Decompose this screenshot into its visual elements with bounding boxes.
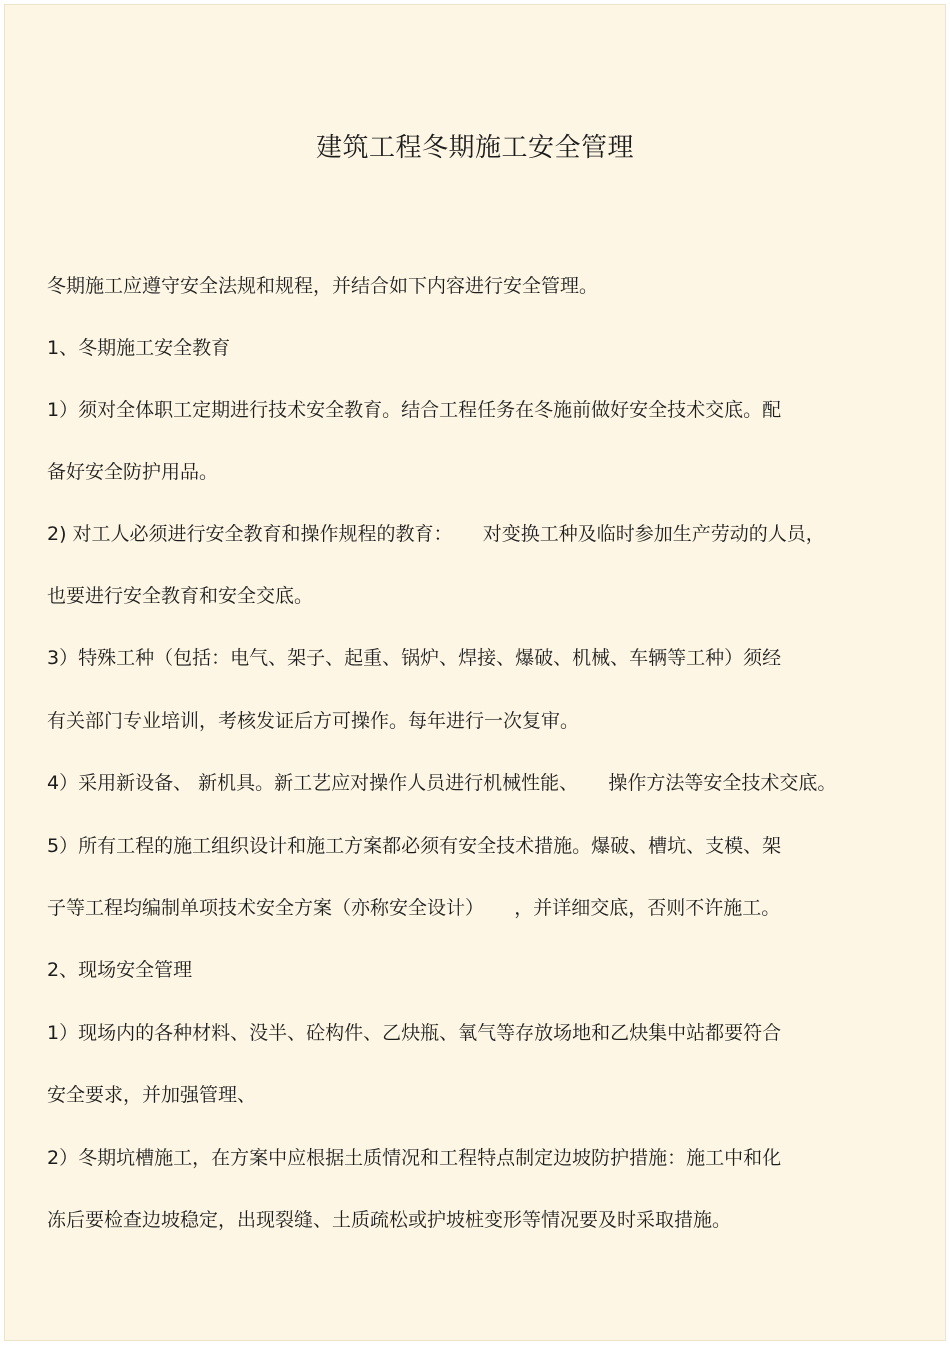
- paragraph-line: 也要进行安全教育和安全交底。: [47, 585, 314, 607]
- paragraph-line: 子等工程均编制单项技术安全方案（亦称安全设计） ，并详细交底，否则不许施工。: [47, 897, 781, 919]
- document-page: [4, 4, 946, 1341]
- paragraph-line: 5）所有工程的施工组织设计和施工方案都必须有安全技术措施。爆破、槽坑、支模、架: [47, 835, 782, 857]
- section-heading-1: 1、冬期施工安全教育: [47, 337, 231, 359]
- paragraph-line: 备好安全防护用品。: [47, 461, 219, 483]
- section-heading-2: 2、现场安全管理: [47, 959, 193, 981]
- intro-paragraph: 冬期施工应遵守安全法规和规程，并结合如下内容进行安全管理。: [47, 275, 599, 297]
- paragraph-line: 1）现场内的各种材料、没半、砼构件、乙炔瓶、氧气等存放场地和乙炔集中站都要符合: [47, 1022, 782, 1044]
- paragraph-line: 3）特殊工种（包括：电气、架子、起重、锅炉、焊接、爆破、机械、车辆等工种）须经: [47, 647, 782, 669]
- paragraph-line: 2) 对工人必须进行安全教育和操作规程的教育： 对变换工种及临时参加生产劳动的人员，: [47, 523, 825, 545]
- paragraph-line: 安全要求，并加强管理、: [47, 1084, 257, 1106]
- paragraph-line: 4）采用新设备、 新机具。新工艺应对操作人员进行机械性能、 操作方法等安全技术交底。: [47, 772, 837, 794]
- document-title: 建筑工程冬期施工安全管理: [315, 133, 634, 163]
- paragraph-line: 2）冬期坑槽施工，在方案中应根据土质情况和工程特点制定边坡防护措施：施工中和化: [47, 1147, 782, 1169]
- paragraph-line: 有关部门专业培训，考核发证后方可操作。每年进行一次复审。: [47, 710, 580, 732]
- paragraph-line: 冻后要检查边坡稳定，出现裂缝、土质疏松或护坡桩变形等情况要及时采取措施。: [47, 1209, 732, 1231]
- paragraph-line: 1）须对全体职工定期进行技术安全教育。结合工程任务在冬施前做好安全技术交底。配: [47, 399, 782, 421]
